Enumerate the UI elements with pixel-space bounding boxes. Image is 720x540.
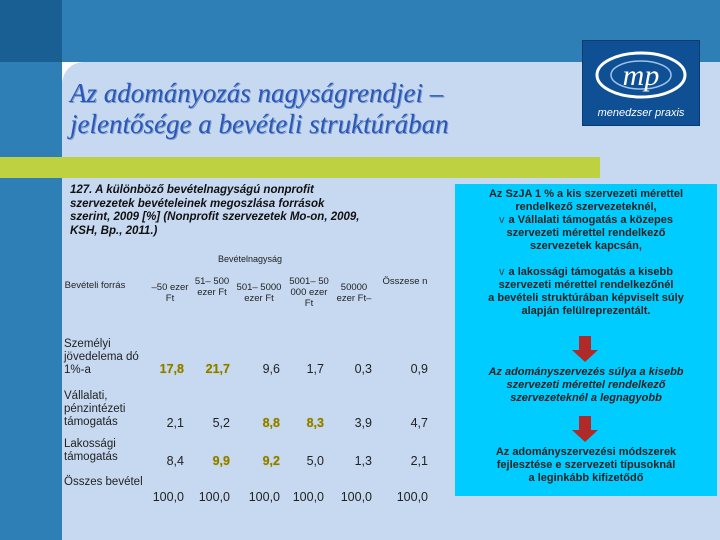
table-cell: 17,8	[159, 362, 184, 376]
bullet1-line-1: a Vállalati támogatás a közepes	[508, 214, 673, 226]
bullet-icon: v	[499, 214, 505, 226]
accent-bar-left	[0, 157, 62, 178]
row-label-total: Összes bevétel	[64, 476, 143, 488]
logo-mark-icon	[591, 45, 691, 103]
summary-intro	[455, 188, 717, 214]
table-cell: 0,3	[354, 362, 372, 376]
table-cell: 2,1	[166, 416, 184, 430]
row-label-szja: Személyi jövedelema dó 1%-a	[64, 338, 139, 376]
bullet1-line-3: szervezetek kapcsán,	[530, 240, 642, 252]
table-cell: 9,9	[212, 454, 230, 468]
table-cell: 1,7	[306, 362, 324, 376]
table-cell: 100,0	[292, 490, 324, 504]
summary-intro-line-1: Az SzJA 1 % a kis szervezeti mérettel	[488, 188, 684, 200]
conclusion2-line-3: a leginkább kifizetődő	[528, 472, 644, 484]
revenue-table	[62, 254, 438, 512]
summary-bullet-public	[455, 266, 717, 292]
header-size-2: 51– 500 ezer Ft	[194, 276, 230, 298]
table-cell: 100,0	[340, 490, 372, 504]
slide-title	[70, 78, 550, 140]
bullet-icon: v	[499, 266, 505, 278]
conclusion2-line-2: fejlesztése e szervezeti típusoknál	[496, 459, 676, 471]
row-label-public: Lakossági támogatás	[64, 438, 118, 463]
summary-intro-line-2: rendelkező szervezeteknél,	[515, 201, 657, 213]
accent-bar	[62, 157, 600, 178]
summary-outro-line-1: a bevételi struktúrában képviselt súly	[488, 292, 684, 304]
left-banner	[0, 0, 62, 540]
conclusion1-line-3: szervezeteknél a legnagyobb	[510, 392, 662, 404]
table-cell: 4,7	[410, 416, 428, 430]
header-total: Összese n	[382, 276, 428, 287]
table-cell: 21,7	[205, 362, 230, 376]
header-size-1: –50 ezer Ft	[151, 282, 189, 304]
table-cell: 100,0	[198, 490, 230, 504]
table-cell: 9,6	[262, 362, 280, 376]
table-cell: 9,2	[262, 454, 280, 468]
banner-corner	[0, 0, 62, 62]
conclusion-development	[455, 446, 717, 485]
logo-text: menedzser praxis	[597, 107, 685, 119]
table-caption: 127. A különböző bevételnagyságú nonprofit szervezetek bevételeinek megoszlása források szerint, 2009 [%] (Nonprofit szervezetek Mo-on, 2009, KSH, Bp., 2011.)	[70, 184, 360, 237]
title-line-1: Az adományozás nagyságrendjei –	[70, 78, 444, 108]
down-arrow-icon	[572, 416, 598, 442]
table-cell: 2,1	[410, 454, 428, 468]
conclusion1-line-2: szervezeti mérettel rendelkező	[506, 379, 666, 391]
column-group-header: Bevételnagyság	[217, 254, 283, 264]
table-cell: 1,3	[354, 454, 372, 468]
table-cell: 8,3	[306, 416, 324, 430]
table-cell: 8,4	[166, 454, 184, 468]
table-cell: 8,8	[262, 416, 280, 430]
summary-bullet-corporate	[455, 214, 717, 253]
bullet2-line-2: szervezeti mérettel rendelkezőnél	[498, 279, 674, 291]
table-cell: 100,0	[396, 490, 428, 504]
table-cell: 3,9	[354, 416, 372, 430]
conclusion-weight	[455, 366, 717, 405]
down-arrow-icon	[572, 336, 598, 362]
bullet1-line-2: szervezeti mérettel rendelkező	[506, 227, 666, 239]
title-line-2: jelentősége a bevételi struktúrában	[70, 109, 449, 139]
bullet2-line-1: a lakossági támogatás a kisebb	[508, 266, 673, 278]
summary-outro-line-2: alapján felülreprezentált.	[521, 305, 651, 317]
header-size-4: 5001– 50 000 ezer Ft	[289, 276, 329, 309]
conclusion2-line-1: Az adományszervezési módszerek	[495, 446, 677, 458]
row-label-corporate: Vállalati, pénzintézeti támogatás	[64, 390, 126, 428]
menedzser-praxis-logo	[582, 40, 700, 126]
header-size-5: 50000 ezer Ft–	[336, 282, 372, 304]
table-cell: 5,0	[306, 454, 324, 468]
summary-outro	[455, 292, 717, 318]
header-size-3: 501– 5000 ezer Ft	[236, 282, 282, 304]
header-source: Bevételi forrás	[64, 280, 126, 291]
table-cell: 100,0	[152, 490, 184, 504]
table-cell: 0,9	[410, 362, 428, 376]
table-cell: 5,2	[212, 416, 230, 430]
table-cell: 100,0	[248, 490, 280, 504]
logo-mark-text: mp	[622, 59, 660, 92]
conclusion1-line-1: Az adományszervezés súlya a kisebb	[488, 366, 684, 378]
